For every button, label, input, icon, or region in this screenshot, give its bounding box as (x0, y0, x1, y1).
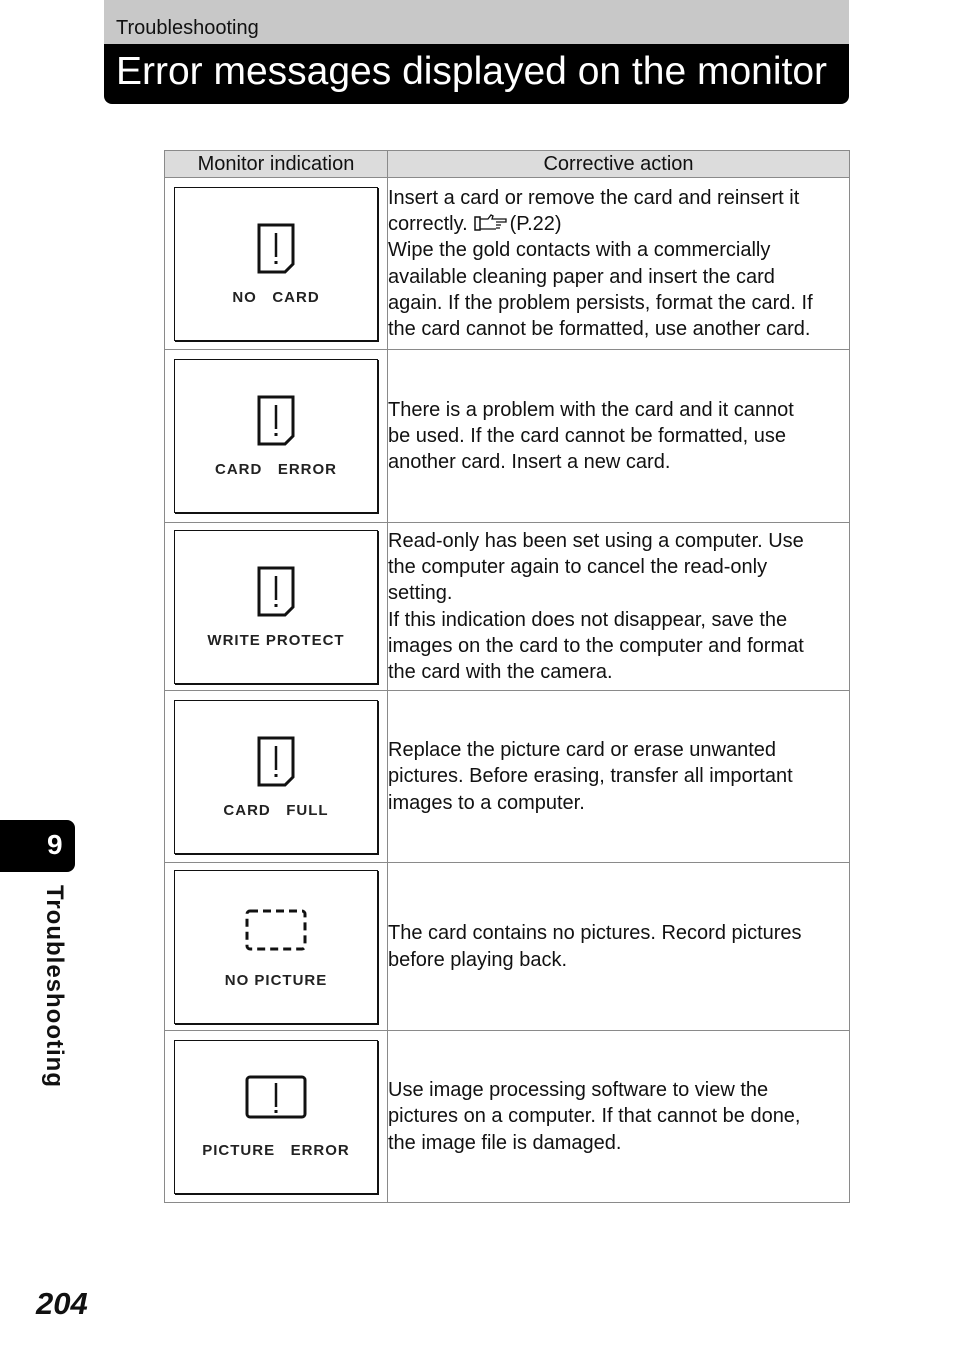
monitor-indication-cell (165, 523, 388, 691)
action-line: pictures on a computer. If that cannot be done, (388, 1105, 801, 1128)
corrective-action-cell (388, 691, 850, 863)
monitor-indication-cell (165, 178, 388, 350)
action-line: Wipe the gold contacts with a commercially (388, 239, 771, 262)
monitor-screen (174, 700, 378, 854)
corrective-action-cell (388, 350, 850, 523)
monitor-indication-cell (165, 691, 388, 863)
dashed-frame-icon (235, 903, 317, 955)
monitor-indication-label: CARD ERROR (214, 461, 337, 478)
monitor-indication-label: WRITE PROTECT (207, 631, 345, 649)
action-line: pictures. Before erasing, transfer all important (388, 765, 793, 788)
action-line: Insert a card or remove the card and reinsert it (388, 186, 800, 209)
monitor-indication-label: PICTURE ERROR (202, 1141, 350, 1159)
page-title: Error messages displayed on the monitor (116, 50, 828, 93)
action-line: setting. (388, 582, 453, 605)
action-line: another card. Insert a new card. (388, 451, 671, 474)
corrective-action-cell (388, 863, 850, 1031)
action-line: the card with the camera. (388, 661, 613, 684)
title-bar (104, 44, 849, 104)
action-line: images to a computer. (388, 791, 585, 814)
action-line: be used. If the card cannot be formatted, use (388, 424, 787, 447)
monitor-screen (174, 530, 378, 684)
action-line: images on the card to the computer and format (388, 634, 804, 657)
exclamation-frame-icon (235, 1073, 317, 1125)
corrective-action-cell (388, 523, 850, 691)
page-number: 204 (36, 1286, 88, 1321)
action-line: If this indication does not disappear, save the (388, 608, 788, 631)
chapter-side-label: Troubleshooting (41, 885, 68, 1088)
table-row (165, 863, 850, 1031)
action-line: the card cannot be formatted, use another card. (388, 318, 811, 341)
corrective-action-cell (388, 178, 850, 350)
action-line: Use image processing software to view the (388, 1079, 769, 1102)
action-line: before playing back. (388, 948, 568, 971)
action-line: the image file is damaged. (388, 1131, 622, 1154)
action-line: There is a problem with the card and it cannot (388, 398, 794, 421)
page-reference-link[interactable]: (P.22) (509, 212, 562, 235)
table-row (165, 350, 850, 523)
table-row (165, 691, 850, 863)
corrective-action-cell (388, 1031, 850, 1203)
column-header-monitor-indication: Monitor indication (165, 151, 388, 178)
monitor-screen (174, 1040, 378, 1194)
monitor-indication-label: CARD FULL (223, 801, 329, 819)
column-header-corrective-action: Corrective action (388, 151, 850, 178)
monitor-indication-cell (165, 1031, 388, 1203)
monitor-indication-cell (165, 863, 388, 1031)
exclamation-card-icon (245, 565, 307, 617)
table-row (165, 178, 850, 350)
chapter-tab (0, 820, 75, 872)
monitor-indication-label: NO PICTURE (224, 971, 328, 989)
exclamation-card-icon (245, 735, 307, 787)
monitor-indication-cell (165, 350, 388, 523)
action-line: The card contains no pictures. Record pictures (388, 922, 802, 945)
section-label: Troubleshooting (116, 17, 259, 39)
table-row (165, 1031, 850, 1203)
monitor-indication-label: NO CARD (232, 288, 320, 306)
error-messages-table (164, 150, 850, 1203)
action-line: Read-only has been set using a computer. Use (388, 529, 804, 552)
action-line: available cleaning paper and insert the card (388, 265, 775, 288)
exclamation-card-icon (245, 394, 307, 446)
action-line: correctly. (388, 212, 468, 235)
action-line: Replace the picture card or erase unwanted (388, 739, 777, 762)
exclamation-card-icon (245, 222, 307, 274)
monitor-screen (174, 870, 378, 1024)
monitor-screen (174, 359, 378, 513)
action-line: again. If the problem persists, format the card. If (388, 291, 813, 314)
table-header-row (165, 151, 850, 178)
action-line: the computer again to cancel the read-only (388, 555, 768, 578)
monitor-screen (174, 187, 378, 341)
page-reference-hand-icon (474, 213, 508, 233)
table-row (165, 523, 850, 691)
action-line-with-reference (388, 211, 849, 237)
chapter-number: 9 (47, 829, 63, 860)
